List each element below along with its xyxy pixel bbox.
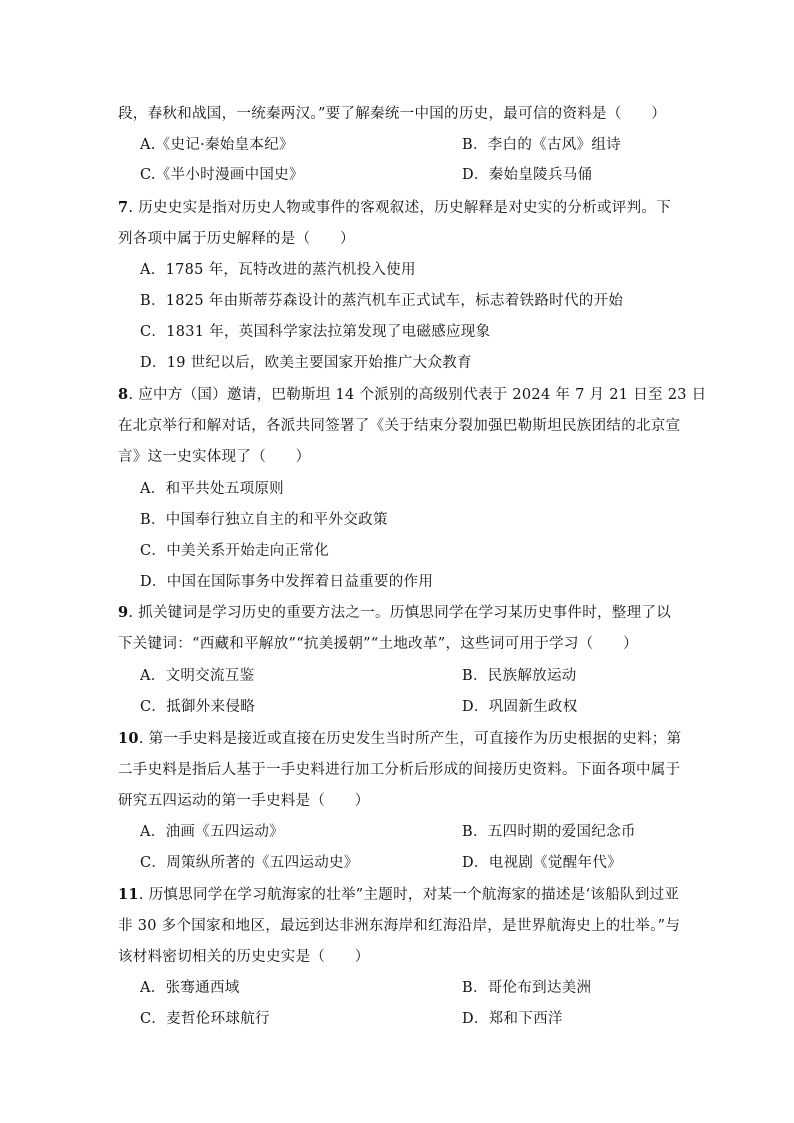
q7-option-c[interactable]: C．1831 年，英国科学家法拉第发现了电磁感应现象 (140, 324, 491, 340)
q8-number: 8 (118, 386, 129, 403)
q7-stem-line-1: 7. 历史史实是指对历史人物或事件的客观叙述，历史解释是对史实的分析或评判。下 (118, 199, 672, 216)
q7-option-a[interactable]: A．1785 年，瓦特改进的蒸汽机投入使用 (140, 262, 416, 278)
q10-option-a[interactable]: A．油画《五四运动》 (140, 824, 284, 840)
q8-option-a[interactable]: A．和平共处五项原则 (140, 481, 284, 497)
q11-option-a[interactable]: A．张骞通西域 (140, 980, 240, 996)
q9-number: 9 (118, 604, 129, 621)
q10-stem-line-1: 10. 第一手史料是接近或直接在历史发生当时所产生，可直接作为历史根据的史料；第 (118, 730, 682, 747)
q11-option-c[interactable]: C．麦哲伦环球航行 (140, 1011, 270, 1027)
q10-stem-line-2: 二手史料是指后人基于一手史料进行加工分析后形成的间接历史资料。下面各项中属于 (118, 762, 681, 778)
q9-option-d[interactable]: D．巩固新生政权 (462, 699, 578, 715)
q10-stem-line-3: 研究五四运动的第一手史料是（ ） (118, 793, 370, 809)
q11-stem-line-2: 非 30 多个国家和地区，最远到达非洲东海岸和红海沿岸，是世界航海史上的壮举。”与 (118, 918, 681, 934)
q7-stem-line-2: 列各项中属于历史解释的是（ ） (118, 231, 355, 247)
q7-number: 7 (118, 199, 129, 216)
q7-option-b[interactable]: B．1825 年由斯蒂芬森设计的蒸汽机车正式试车，标志着铁路时代的开始 (140, 293, 624, 309)
q9-stem-line-2: 下关键词：“西藏和平解放”“抗美援朝”“土地改革”，这些词可用于学习（ ） (118, 636, 638, 652)
q6-option-d[interactable]: D．秦始皇陵兵马俑 (462, 167, 593, 183)
q8-stem-line-1: 8. 应中方（国）邀请，巴勒斯坦 14 个派别的高级别代表于 2024 年 7 月 21 日至 23 日 (118, 386, 707, 403)
q10-option-c[interactable]: C．周策纵所著的《五四运动史》 (140, 855, 359, 871)
q11-number: 11 (118, 886, 139, 903)
q11-option-d[interactable]: D．郑和下西洋 (462, 1011, 563, 1027)
q6-option-a[interactable]: A.《史记·秦始皇本纪》 (140, 137, 294, 153)
q6-stem: 段，春秋和战国，一统秦两汉。”要了解秦统一中国的历史，最可信的资料是（ ） (118, 106, 667, 122)
q11-option-b[interactable]: B．哥伦布到达美洲 (462, 980, 592, 996)
q7-option-d[interactable]: D．19 世纪以后，欧美主要国家开始推广大众教育 (140, 355, 472, 371)
q11-stem-line-3: 该材料密切相关的历史史实是（ ） (118, 949, 370, 965)
q11-stem-line-1: 11. 历慎思同学在学习航海家的壮举”主题时，对某一个航海家的描述是‘该船队到过亚 (118, 886, 680, 903)
q8-option-b[interactable]: B．中国奉行独立自主的和平外交政策 (140, 512, 388, 528)
q6-option-b[interactable]: B．李白的《古风》组诗 (462, 137, 621, 153)
q9-stem-line-1: 9. 抓关键词是学习历史的重要方法之一。历慎思同学在学习某历史事件时，整理了以 (118, 604, 672, 621)
q9-option-b[interactable]: B．民族解放运动 (462, 668, 577, 684)
q8-stem-line-2: 在北京举行和解对话，各派共同签署了《关于结束分裂加强巴勒斯坦民族团结的北京宣 (118, 418, 681, 434)
q9-option-a[interactable]: A．文明交流互鉴 (140, 668, 255, 684)
q6-option-c[interactable]: C.《半小时漫画中国史》 (140, 167, 304, 183)
q8-option-d[interactable]: D．中国在国际事务中发挥着日益重要的作用 (140, 574, 434, 590)
q10-option-b[interactable]: B．五四时期的爱国纪念币 (462, 824, 636, 840)
q10-number: 10 (118, 730, 139, 747)
q9-option-c[interactable]: C．抵御外来侵略 (140, 699, 255, 715)
q8-option-c[interactable]: C．中美关系开始走向正常化 (140, 543, 329, 559)
q10-option-d[interactable]: D．电视剧《觉醒年代》 (462, 855, 622, 871)
q8-stem-line-3: 言》这一史实体现了（ ） (118, 449, 311, 465)
